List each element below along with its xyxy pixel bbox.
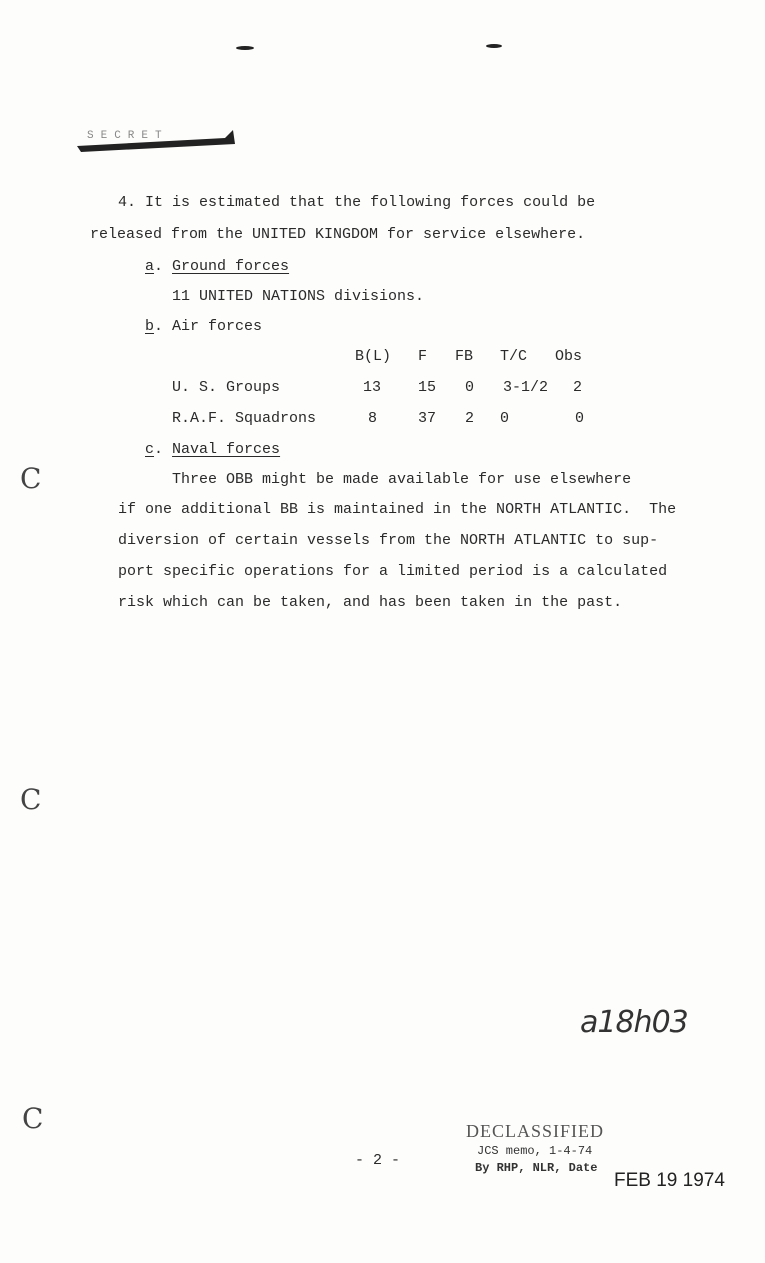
page-number: - 2 - [355,1152,401,1169]
table-header: B(L) [355,348,392,365]
declassification-date: FEB 19 1974 [614,1170,725,1191]
table-header: FB [455,348,474,365]
scan-mark [486,44,502,48]
section-letter: c [145,441,155,458]
table-header: F [418,348,428,365]
binding-hole: C [20,783,42,816]
naval-forces-text: diversion of certain vessels from the NORTH ATLANTIC to sup- [118,532,659,549]
naval-forces-text: port specific operations for a limited period is a calculated [118,563,668,580]
section-title: Air forces [172,318,263,335]
table-cell: 0 [575,410,585,427]
section-letter: a [145,258,155,275]
section-b-heading: b. Air forces [145,318,263,335]
table-cell: 0 [465,379,475,396]
section-title: Naval forces [172,441,281,458]
binding-hole: C [20,462,42,495]
paragraph-number: 4. [118,194,137,211]
table-cell: 3-1/2 [503,379,549,396]
paragraph-line [118,194,595,212]
section-a-heading: a. Ground forces [145,258,290,275]
handwritten-document-id: a18h03 [580,1005,688,1040]
paragraph-text: It is estimated that the following forces could be [145,194,596,211]
table-cell: 0 [500,410,510,427]
secret-stamp [75,128,235,154]
declassification-authority: JCS memo, 1-4-74 [477,1144,593,1158]
table-cell: 37 [418,410,437,427]
table-cell: 13 [363,379,382,396]
section-letter: b [145,318,155,335]
declassified-label: DECLASSIFIED [466,1121,605,1141]
paragraph-text: released from the UNITED KINGDOM for service elsewhere. [90,226,586,243]
declassification-by: By RHP, NLR, Date [475,1161,598,1175]
table-cell: 2 [465,410,475,427]
table-cell: 8 [368,410,378,427]
table-cell: 2 [573,379,583,396]
table-row-label: U. S. Groups [172,379,281,396]
table-row-label: R.A.F. Squadrons [172,410,317,427]
naval-forces-text: Three OBB might be made available for use elsewhere [172,471,632,488]
table-cell: 15 [418,379,437,396]
table-header: Obs [555,348,583,365]
ground-forces-text: 11 UNITED NATIONS divisions. [172,288,425,305]
stamp-text: SECRET [87,130,169,142]
table-header: T/C [500,348,528,365]
scan-mark [236,46,254,50]
binding-hole: C [22,1102,44,1135]
section-c-heading: c. Naval forces [145,441,281,458]
naval-forces-text: risk which can be taken, and has been taken in the past. [118,594,623,611]
section-title: Ground forces [172,258,290,275]
naval-forces-text: if one additional BB is maintained in the NORTH ATLANTIC. The [118,501,677,518]
